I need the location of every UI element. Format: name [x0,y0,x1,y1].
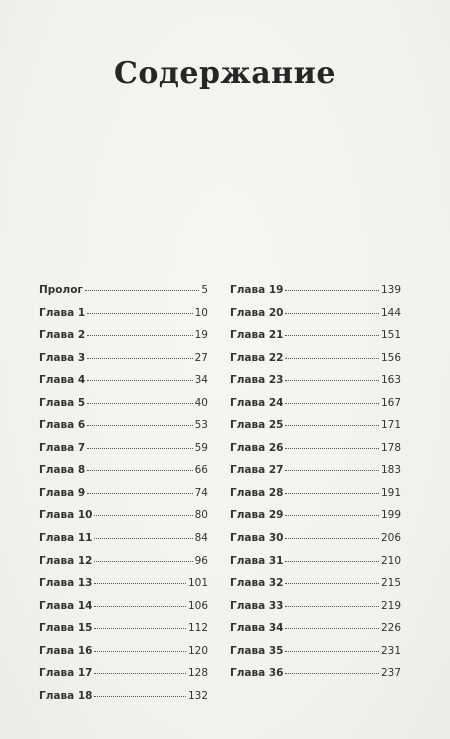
toc-entry-label: Глава 6 [39,419,86,432]
dot-leader [285,538,378,539]
toc-entry [230,600,401,623]
dot-leader [87,493,192,494]
toc-entry-page-number: 128 [187,667,208,680]
toc-entry-page-number: 156 [380,351,401,364]
toc-entry [39,577,208,600]
toc-entry [230,329,401,352]
toc-entry-label: Глава 34 [230,622,284,635]
toc-entry-label: Глава 1 [39,306,86,319]
dot-leader [87,470,192,471]
toc-entry-label: Глава 33 [230,599,284,612]
toc-entry [230,442,401,465]
dot-leader [87,448,192,449]
toc-entry [39,284,208,307]
toc-entry-page-number: 226 [380,622,401,635]
dot-leader [285,470,378,471]
toc-entry-page-number: 183 [380,464,401,477]
toc-entry [230,667,401,690]
toc-entry-label: Глава 9 [39,486,86,499]
toc-entry-page-number: 53 [194,419,208,432]
toc-entry [230,555,401,578]
toc-entry [230,532,401,555]
toc-entry-label: Глава 19 [230,284,284,296]
toc-entry [39,374,208,397]
toc-entry-label: Глава 24 [230,396,284,409]
toc-entry-page-number: 19 [194,329,208,342]
toc-entry-label: Глава 7 [39,441,86,454]
dot-leader [285,403,378,404]
toc-entry [230,419,401,442]
dot-leader [285,380,378,381]
toc-entry [39,397,208,420]
dot-leader [285,290,378,291]
toc-entry-page-number: 106 [187,599,208,612]
toc-entry-label: Глава 22 [230,351,284,364]
toc-entry [39,487,208,510]
toc-entry-page-number: 101 [187,577,208,590]
toc-entry [39,464,208,487]
toc-entry-label: Глава 13 [39,577,93,590]
toc-entry-page-number: 59 [194,441,208,454]
toc-entry-page-number: 231 [380,644,401,657]
dot-leader [94,651,185,652]
toc-entry-label: Глава 16 [39,644,93,657]
toc-entry-page-number: 5 [201,284,208,296]
toc-entry [230,509,401,532]
toc-entry-label: Глава 3 [39,351,86,364]
toc-entry [230,464,401,487]
dot-leader [87,313,192,314]
dot-leader [285,335,378,336]
toc-entry [39,690,208,713]
toc-entry [230,374,401,397]
toc-entry [39,419,208,442]
toc-entry-page-number: 167 [380,396,401,409]
dot-leader [285,313,378,314]
toc-entry [39,645,208,668]
toc-entry-page-number: 66 [194,464,208,477]
toc-entry-page-number: 10 [194,306,208,319]
toc-entry-page-number: 178 [380,441,401,454]
toc-entry-label: Глава 17 [39,667,93,680]
toc-entry-page-number: 120 [187,644,208,657]
toc-entry-page-number: 80 [194,509,208,522]
toc-entry [39,352,208,375]
toc-entry-page-number: 171 [380,419,401,432]
toc-entry-page-number: 132 [187,689,208,702]
toc-entry-label: Глава 2 [39,329,86,342]
dot-leader [285,673,378,674]
toc-entry-page-number: 84 [194,532,208,545]
toc-entry [39,555,208,578]
toc-entry-page-number: 27 [194,351,208,364]
toc-entry-label: Глава 26 [230,441,284,454]
dot-leader [85,290,199,291]
toc-entry-label: Глава 20 [230,306,284,319]
toc-entry-label: Глава 28 [230,486,284,499]
toc-entry [230,307,401,330]
toc-entry [230,352,401,375]
dot-leader [285,561,378,562]
toc-entry [39,600,208,623]
toc-entry-page-number: 40 [194,396,208,409]
dot-leader [285,425,378,426]
dot-leader [94,673,185,674]
toc-entry-label: Глава 12 [39,554,93,567]
toc-entry [230,397,401,420]
toc-entry-page-number: 163 [380,374,401,387]
toc-entry-label: Глава 11 [39,532,93,545]
toc-entry-page-number: 144 [380,306,401,319]
dot-leader [285,628,378,629]
dot-leader [94,515,192,516]
toc-entry-label: Глава 15 [39,622,93,635]
toc-entry-label: Глава 14 [39,599,93,612]
toc-entry-label: Глава 5 [39,396,86,409]
dot-leader [94,583,185,584]
toc-entry-label: Глава 35 [230,644,284,657]
toc-entry-label: Глава 36 [230,667,284,680]
toc-entry [39,667,208,690]
dot-leader [87,425,192,426]
toc-entry-page-number: 199 [380,509,401,522]
toc-entry-label: Глава 32 [230,577,284,590]
toc-entry [39,532,208,555]
toc-entry-label: Глава 27 [230,464,284,477]
dot-leader [285,606,378,607]
toc-entry-label: Глава 30 [230,532,284,545]
dot-leader [285,493,378,494]
toc-entry-page-number: 112 [187,622,208,635]
toc-entry [39,442,208,465]
dot-leader [94,606,185,607]
toc-entry [39,509,208,532]
toc-entry-page-number: 206 [380,532,401,545]
dot-leader [285,515,378,516]
toc-entry-label: Глава 8 [39,464,86,477]
toc-entry-page-number: 219 [380,599,401,612]
dot-leader [285,583,378,584]
toc-entry-page-number: 96 [194,554,208,567]
dot-leader [285,358,378,359]
toc-entry-label: Глава 10 [39,509,93,522]
dot-leader [94,561,192,562]
toc-entry [230,284,401,307]
page-title: Содержание [114,56,336,91]
dot-leader [285,651,378,652]
toc-entry-page-number: 74 [194,486,208,499]
toc-entry-page-number: 34 [194,374,208,387]
toc-entry [230,577,401,600]
toc-entry [230,645,401,668]
toc-entry [39,329,208,352]
toc-entry-label: Глава 18 [39,689,93,702]
toc-entry-label: Глава 23 [230,374,284,387]
dot-leader [94,696,185,697]
dot-leader [87,335,192,336]
toc-entry [230,622,401,645]
toc-entry-label: Глава 25 [230,419,284,432]
toc-entry-page-number: 139 [380,284,401,296]
dot-leader [87,403,192,404]
toc-entry-label: Пролог [39,284,83,296]
toc-column-right [230,284,401,690]
toc-entry-page-number: 151 [380,329,401,342]
toc-entry-label: Глава 21 [230,329,284,342]
dot-leader [87,380,192,381]
toc-entry-label: Глава 31 [230,554,284,567]
dot-leader [94,538,192,539]
toc-entry-page-number: 210 [380,554,401,567]
toc-entry [230,487,401,510]
toc-entry-label: Глава 4 [39,374,86,387]
dot-leader [285,448,378,449]
toc-column-left [39,284,208,712]
toc-entry-page-number: 191 [380,486,401,499]
dot-leader [87,358,192,359]
toc-entry-page-number: 215 [380,577,401,590]
toc-entry [39,307,208,330]
toc-entry-page-number: 237 [380,667,401,680]
dot-leader [94,628,185,629]
toc-entry-label: Глава 29 [230,509,284,522]
toc-entry [39,622,208,645]
